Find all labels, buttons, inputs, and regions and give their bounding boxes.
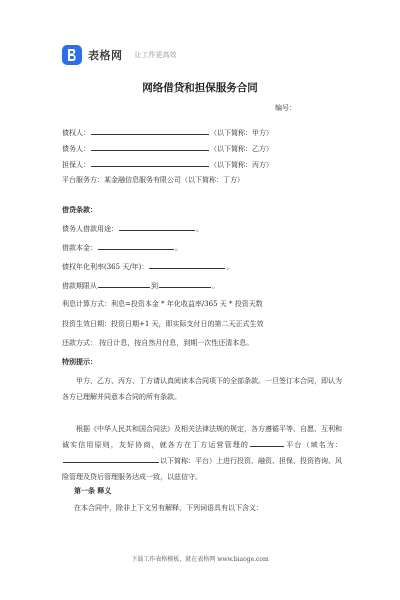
party-suffix: （以下简称：丙方） (210, 161, 273, 169)
loan-period-end-blank (159, 280, 211, 288)
legal-basis-part1: 根据《中华人民共和国合同法》及相关法律法规的规定，各方遵循平等、自愿、互利和诚实信用原则，友好协商，就各方在丁方运营管理的 (62, 425, 342, 449)
loan-principal-line: 借款本金： 。 (62, 244, 182, 252)
brand-name: 表格网 (88, 49, 123, 62)
loan-period-prefix: 借款期限从 (62, 282, 97, 290)
document-title: 网络借贷和担保服务合同 (142, 82, 258, 94)
serial-number-label: 编号： (275, 104, 296, 112)
effective-date-line: 投资生效日期：投资日期+1 天，即实际支付日的第二天正式生效 (62, 320, 264, 328)
party-label: 债务人： (62, 145, 90, 153)
loan-rate-label: 债权年化利率(365 天/年)： (62, 263, 149, 271)
party-blank (91, 127, 209, 135)
legal-basis-part2: 平台（域名为： (285, 441, 343, 449)
brand-logo-icon (62, 45, 82, 65)
loan-period-start-blank (98, 280, 150, 288)
loan-rate-line: 债权年化利率(365 天/年)： 。 (62, 263, 234, 271)
special-notice-paragraph: 甲方、乙方、丙方、丁方请认真阅读本合同项下的全部条款。一旦签订本合同，即认为各方已理解并同意本合同的所有条款。 (62, 377, 342, 401)
loan-terms-heading: 借贷条款： (62, 206, 97, 214)
repayment-line: 还款方式： 按日计息，按自然月付息，到期一次性还清本息。 (62, 339, 254, 347)
loan-period-line: 借款期限从 到 。 (62, 282, 219, 290)
platform-name-blank (250, 439, 284, 447)
legal-basis-paragraph (62, 421, 342, 485)
party-label: 担保人： (62, 161, 90, 169)
domain-blank (63, 455, 159, 463)
party-blank (91, 143, 209, 151)
platform-line: 平台服务方：某金融信息服务有限公司（以下简称：丁方） (62, 176, 244, 184)
party-label: 债权人： (62, 129, 90, 137)
party-guarantor-line (62, 159, 273, 170)
legal-basis-part3: 以下简称：平台）上进行投资、融资、担保、投资咨询、风险管理及贷后管理服务达成一致，以兹信守。 (62, 457, 342, 481)
party-creditor-line (62, 127, 273, 138)
loan-principal-blank (98, 242, 174, 250)
interest-method-line: 利息计算方式：利息=投资本金 * 年化收益率/365 天 * 投资天数 (62, 300, 263, 308)
brand-slogan: 让工作更高效 (134, 51, 177, 59)
loan-period-mid: 到 (151, 282, 158, 290)
loan-purpose-blank (119, 223, 195, 231)
party-suffix: （以下简称：乙方） (210, 145, 273, 153)
loan-purpose-line: 债务人借款用途： 。 (62, 225, 203, 233)
article-1-heading: 第一条 释义 (74, 487, 112, 495)
loan-purpose-label: 债务人借款用途： (62, 225, 118, 233)
article-1-intro: 在本合同中，除非上下文另有解释，下列词语具有以下含义： (74, 504, 263, 512)
party-blank (91, 159, 209, 167)
party-debtor-line (62, 143, 273, 154)
loan-principal-label: 借款本金： (62, 244, 97, 252)
loan-rate-blank (149, 261, 225, 269)
page-footer: 下载工作表格模板，就在表格网 www.biaoge.com (131, 556, 269, 563)
brand-logo (62, 44, 177, 66)
special-notice-heading: 特别提示： (62, 358, 97, 366)
party-suffix: （以下简称：甲方） (210, 129, 273, 137)
